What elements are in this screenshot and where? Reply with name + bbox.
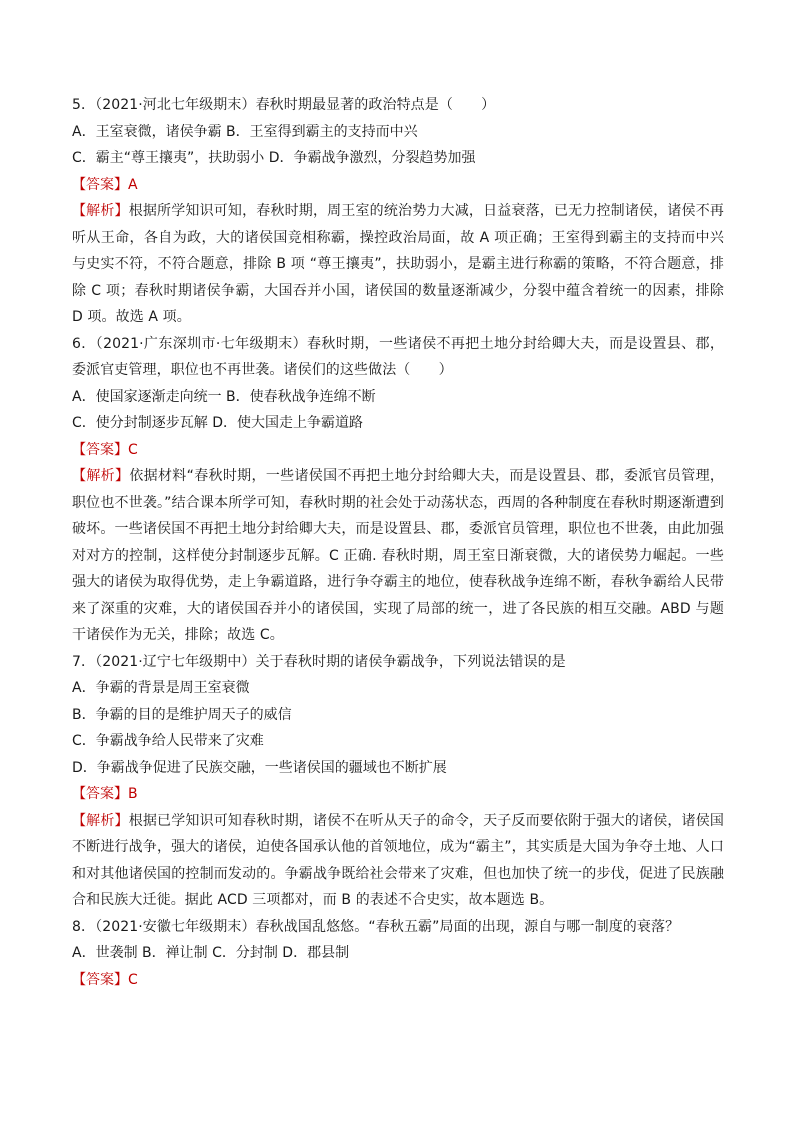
question-7 xyxy=(72,649,724,914)
document-page xyxy=(72,92,724,993)
answer-tag: 【答案】 xyxy=(72,176,128,193)
option-line: A．世袭制 B．禅让制 C．分封制 D．郡县制 xyxy=(72,945,350,961)
question-6 xyxy=(72,331,724,649)
analysis-tag: 【解析】 xyxy=(72,812,129,829)
option-line: A．王室衰微，诸侯争霸 B．王室得到霸主的支持而中兴 xyxy=(72,123,418,140)
option-line: C．霸主“尊王攘夷”，扶助弱小 D．争霸战争激烈，分裂趋势加强 xyxy=(72,150,476,166)
analysis-paragraph xyxy=(72,808,724,914)
analysis-paragraph xyxy=(72,198,724,331)
question-stem: 5．（2021·河北七年级期末）春秋时期最显著的政治特点是（ ） xyxy=(72,97,496,113)
answer-line xyxy=(72,967,724,994)
option-line: A．争霸的背景是周王室衰微 xyxy=(72,680,250,696)
option-line: A．使国家逐渐走向统一 B．使春秋战争连绵不断 xyxy=(72,388,376,405)
answer-tag: 【答案】 xyxy=(72,971,128,988)
analysis-text: 依据材料“春秋时期，一些诸侯国不再把土地分封给卿大夫，而是设置县、郡，委派官员管理，职位也不世袭。”结合课本所学可知，春秋时期的社会处于动荡状态，西周的各种制度在春秋时期逐渐遭到破坏。一些诸侯国不再把土地分封给卿大夫，而是设置县、郡，委派官员管理，职位也不世袭，由此加强对对方的控制，这样使分封制逐步瓦解。C 正确. 春秋时期，周王室日渐衰微，大的诸侯势力崛起。一些强大的诸侯为取得优势，走上争霸道路，进行争夺霸主的地位，使春秋战争连绵不断，春秋争霸给人民带来了深重的灾难，大的诸侯国吞并小的诸侯国，实现了局部的统一，进了各民族的相互交融。ABD 与题干诸侯作为无关，排除；故选 C。 xyxy=(72,468,725,643)
analysis-tag: 【解析】 xyxy=(72,203,129,219)
question-stem: 8．（2021·安徽七年级期末）春秋战国乱悠悠。“春秋五霸”局面的出现，源自与哪一制度的衰落？ xyxy=(72,918,680,935)
question-5 xyxy=(72,92,724,331)
answer-line xyxy=(72,437,724,464)
answer-value: B xyxy=(128,786,138,802)
option-line: C．使分封制逐步瓦解 D．使大国走上争霸道路 xyxy=(72,415,364,431)
analysis-text: 根据所学知识可知，春秋时期，周王室的统治势力大减，日益衰落，已无力控制诸侯，诸侯不再听从王命，各自为政，大的诸侯国竞相称霸，操控政治局面，故 A 项正确；王室得到霸主的支持而中兴与史实不符，不符合题意，排除 B 项 “尊王攘夷”，扶助弱小，是霸主进行称霸的策略，不符合题意，排除 C 项；春秋时期诸侯争霸，大国吞并小国，诸侯国的数量逐渐减少，分裂中蕴含着统一的因素，排除 D 项。故选 A 项。 xyxy=(72,203,724,325)
option-line: C．争霸战争给人民带来了灾难 xyxy=(72,733,264,749)
answer-value: C xyxy=(128,441,138,458)
question-stem: 6．（2021·广东深圳市·七年级期末）春秋时期，一些诸侯不再把土地分封给卿大夫，而是设置县、郡，委派官吏管理，职位也不再世袭。诸侯们的这些做法（ ） xyxy=(72,335,724,378)
analysis-text: 根据已学知识可知春秋时期，诸侯不在听从天子的命令，天子反而要依附于强大的诸侯，诸侯国不断进行战争，强大的诸侯，迫使各国承认他的首领地位，成为“霸主”，其实质是大国为争夺土地、人口和对其他诸侯国的控制而发动的。争霸战争既给社会带来了灾难，但也加快了统一的步伐，促进了民族融合和民族大迁徙。据此 ACD 三项都对，而 B 的表述不合史实，故本题选 B。 xyxy=(72,812,724,908)
answer-tag: 【答案】 xyxy=(72,441,128,458)
answer-value: C xyxy=(128,971,138,988)
answer-line xyxy=(72,172,724,199)
question-8 xyxy=(72,914,724,994)
analysis-tag: 【解析】 xyxy=(72,468,130,484)
answer-line xyxy=(72,781,724,808)
answer-value: A xyxy=(128,176,138,193)
analysis-paragraph xyxy=(72,463,724,649)
question-stem: 7．（2021·辽宁七年级期中）关于春秋时期的诸侯争霸战争，下列说法错误的是 xyxy=(72,653,566,670)
option-line: B．争霸的目的是维护周天子的威信 xyxy=(72,706,292,723)
option-line: D．争霸战争促进了民族交融，一些诸侯国的疆域也不断扩展 xyxy=(72,759,447,776)
answer-tag: 【答案】 xyxy=(72,786,128,802)
